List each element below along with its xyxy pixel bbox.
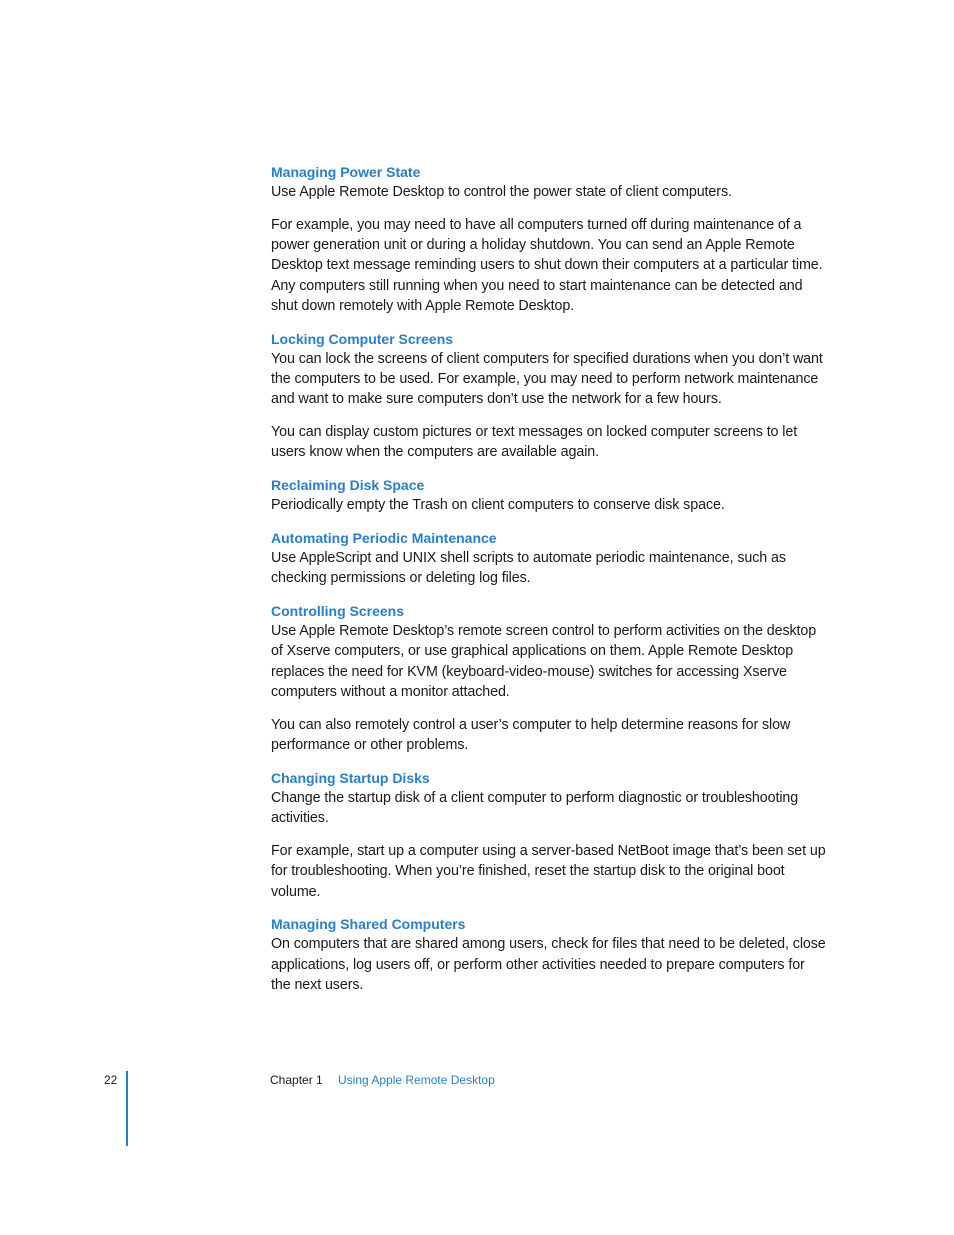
section-heading: Locking Computer Screens <box>271 330 454 347</box>
section-changing-startup-disks <box>271 768 826 902</box>
section-heading: Controlling Screens <box>271 603 405 620</box>
section-heading: Reclaiming Disk Space <box>271 477 425 494</box>
section-heading: Managing Shared Computers <box>271 916 466 933</box>
paragraph: Change the startup disk of a client computer to perform diagnostic or troubleshooting activities. <box>271 789 799 827</box>
paragraph: Use Apple Remote Desktop to control the power state of client computers. <box>271 184 732 200</box>
footer-divider <box>126 1071 128 1146</box>
chapter-label: Chapter 1 <box>270 1073 323 1087</box>
section-automating-periodic-maintenance <box>271 528 826 589</box>
paragraph: For example, start up a computer using a server-based NetBoot image that’s been set up for troubleshooting. When you’re finished, reset the startup disk to the original boot volume. <box>271 843 826 900</box>
section-locking-computer-screens <box>271 329 826 463</box>
paragraph: You can also remotely control a user’s computer to help determine reasons for slow performance or other problems. <box>271 716 791 754</box>
section-heading: Changing Startup Disks <box>271 769 430 786</box>
section-managing-power-state <box>271 162 826 316</box>
section-controlling-screens <box>271 601 826 755</box>
chapter-title: Using Apple Remote Desktop <box>338 1073 495 1087</box>
paragraph: You can display custom pictures or text messages on locked computer screens to let users know when the computers are available again. <box>271 424 798 461</box>
section-reclaiming-disk-space <box>271 475 826 515</box>
paragraph: Periodically empty the Trash on client computers to conserve disk space. <box>271 497 725 514</box>
paragraph: Use AppleScript and UNIX shell scripts to automate periodic maintenance, such as checking permissions or deleting log files. <box>271 550 786 587</box>
paragraph: For example, you may need to have all computers turned off during maintenance of a power generation unit or during a holiday shutdown. You can send an Apple Remote Desktop text message reminding users to shut down their computers at a particular time. Any computers still running when you need to start maintenance can be detected and shut down remotely with Apple Remote Desktop. <box>271 216 823 314</box>
section-managing-shared-computers <box>271 914 826 995</box>
section-heading: Automating Periodic Maintenance <box>271 530 497 547</box>
page-number: 22 <box>104 1073 118 1087</box>
paragraph: On computers that are shared among users, check for files that need to be deleted, close applications, log users off, or perform other activities needed to prepare computers for the next users. <box>271 936 826 994</box>
section-heading: Managing Power State <box>271 164 421 180</box>
page-content <box>271 162 826 1008</box>
paragraph: You can lock the screens of client computers for specified durations when you don’t want the computers to be used. For example, you may need to perform network maintenance and want to make sure computers don’t use the network for a few hours. <box>271 350 823 408</box>
paragraph: Use Apple Remote Desktop’s remote screen control to perform activities on the desktop of Xserve computers, or use graphical applications on them. Apple Remote Desktop replaces the need for KVM (keyboard-video-mouse) switches for accessing Xserve computers without a monitor attached. <box>271 623 817 701</box>
